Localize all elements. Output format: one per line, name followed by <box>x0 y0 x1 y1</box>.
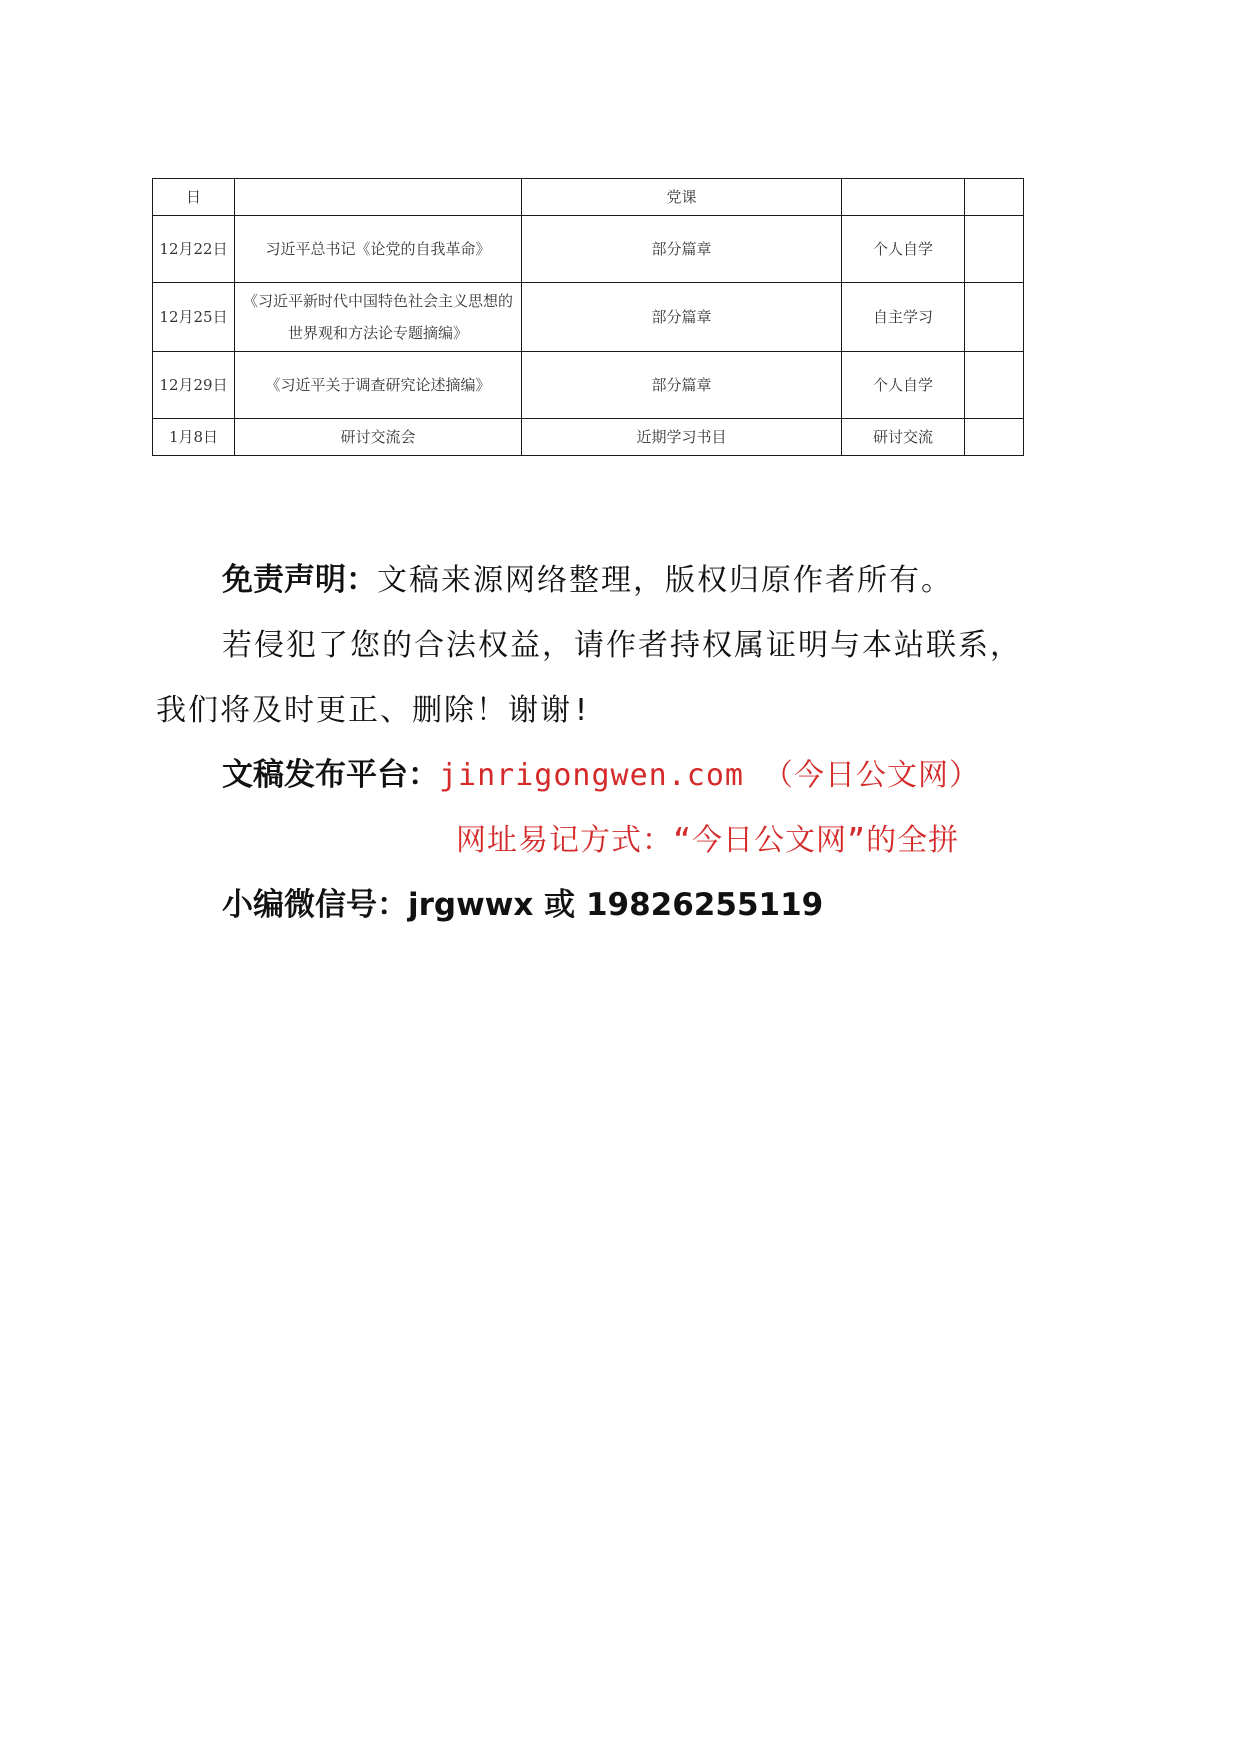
platform-link[interactable]: jinrigongwen.com （今日公文网） <box>439 758 981 793</box>
date-cell: 12月22日 <box>153 216 235 283</box>
title-cell <box>235 179 522 216</box>
method-cell: 自主学习 <box>842 283 965 352</box>
date-cell: 1月8日 <box>153 419 235 456</box>
note-cell <box>965 179 1024 216</box>
title-cell: 研讨交流会 <box>235 419 522 456</box>
title-cell: 《习近平新时代中国特色社会主义思想的世界观和方法论专题摘编》 <box>235 283 522 352</box>
disclaimer-block <box>156 548 1076 938</box>
thanks-text: 我们将及时更正、删除！谢谢! <box>156 693 593 728</box>
method-cell: 个人自学 <box>842 352 965 419</box>
platform-label: 文稿发布平台： <box>222 757 439 793</box>
wechat-value: jrgwwx 或 19826255119 <box>408 887 824 923</box>
table-row <box>153 419 1024 456</box>
note-cell <box>965 216 1024 283</box>
scope-cell: 部分篇章 <box>522 283 842 352</box>
disclaimer-line <box>156 548 1076 613</box>
url-hint-line <box>156 808 1076 873</box>
contact-line <box>156 613 1076 678</box>
scope-cell: 党课 <box>522 179 842 216</box>
date-cell: 12月25日 <box>153 283 235 352</box>
study-schedule-table <box>152 178 1024 456</box>
method-cell: 个人自学 <box>842 216 965 283</box>
note-cell <box>965 419 1024 456</box>
title-cell: 《习近平关于调查研究论述摘编》 <box>235 352 522 419</box>
table-row <box>153 352 1024 419</box>
table-row <box>153 283 1024 352</box>
scope-cell: 部分篇章 <box>522 352 842 419</box>
table-row <box>153 179 1024 216</box>
url-hint-text: 网址易记方式：“今日公文网”的全拼 <box>456 823 960 858</box>
note-cell <box>965 283 1024 352</box>
wechat-label: 小编微信号： <box>222 887 408 923</box>
date-cell: 日 <box>153 179 235 216</box>
disclaimer-label: 免责声明： <box>222 562 377 598</box>
disclaimer-text: 文稿来源网络整理，版权归原作者所有。 <box>377 563 953 598</box>
note-cell <box>965 352 1024 419</box>
thanks-line <box>156 678 1076 743</box>
method-cell: 研讨交流 <box>842 419 965 456</box>
scope-cell: 近期学习书目 <box>522 419 842 456</box>
platform-line <box>156 743 1076 808</box>
scope-cell: 部分篇章 <box>522 216 842 283</box>
wechat-line <box>156 873 1076 938</box>
date-cell: 12月29日 <box>153 352 235 419</box>
method-cell <box>842 179 965 216</box>
title-cell: 习近平总书记《论党的自我革命》 <box>235 216 522 283</box>
table-row <box>153 216 1024 283</box>
contact-text: 若侵犯了您的合法权益，请作者持权属证明与本站联系， <box>222 628 1022 663</box>
